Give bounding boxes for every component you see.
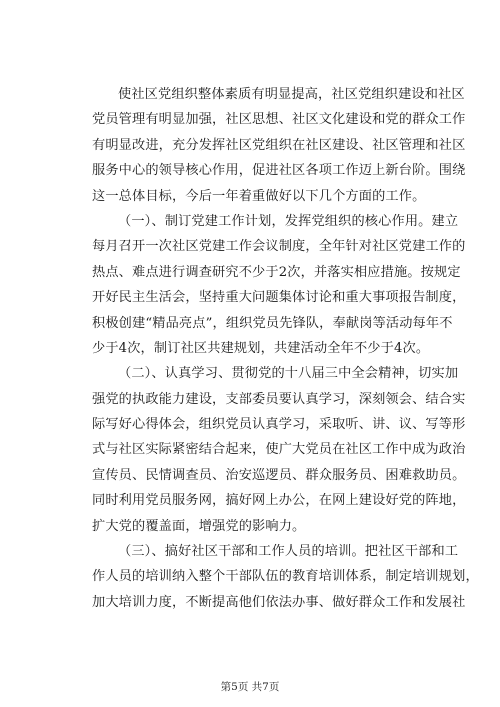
text-line: （三）、搞好社区干部和工作人员的培训。把社区干部和工 (118, 544, 459, 560)
text-line: （二）、认真学习、贯彻党的十八届三中全会精神，切实加 (118, 366, 459, 382)
text-line: 宣传员、民情调查员、治安巡逻员、群众服务员、困难救助员。 (92, 467, 466, 483)
text-line: 党员管理有明显加强，社区思想、社区文化建设和党的群众工作 (92, 112, 466, 128)
text-line: 式与社区实际紧密结合起来，使广大党员在社区工作中成为政治 (92, 442, 466, 458)
text-line: 作人员的培训纳入整个干部队伍的教育培训体系，制定培训规划， (92, 569, 479, 585)
text-line: 服务中心的领导核心作用，促进社区各项工作迈上新台阶。围绕 (92, 163, 466, 179)
text-line: 开好民主生活会，坚持重大问题集体讨论和重大事项报告制度， (92, 290, 466, 306)
text-line: 强党的执政能力建设，支部委员要认真学习，深刻领会、结合实 (92, 391, 466, 407)
text-line: 使社区党组织整体素质有明显提高，社区党组织建设和社区 (118, 87, 465, 102)
text-line: 每月召开一次社区党建工作会议制度，全年针对社区党建工作的 (92, 239, 466, 255)
text-line: 际写好心得体会，组织党员认真学习，采取听、讲、议、写等形 (92, 417, 466, 433)
text-line: 扩大党的覆盖面，增强党的影响力。 (92, 518, 306, 534)
text-line: 少于4次，制订社区共建规划，共建活动全年不少于4次。 (92, 340, 430, 356)
text-line: 加大培训力度，不断提高他们依法办事、做好群众工作和发展社 (92, 594, 466, 610)
text-line: 有明显改进，充分发挥社区党组织在社区建设、社区管理和社区 (92, 137, 466, 153)
text-line: 热点、难点进行调查研究不少于2次，并落实相应措施。按规定 (92, 264, 461, 280)
text-line: 积极创建“精品亮点”，组织党员先锋队，奉献岗等活动每年不 (92, 315, 453, 331)
text-line: 同时利用党员服务网，搞好网上办公，在网上建设好党的阵地， (92, 493, 466, 509)
document-body (92, 82, 479, 615)
text-line: （一）、制订党建工作计划，发挥党组织的核心作用。建立 (118, 213, 459, 229)
text-line: 这一总体目标，今后一年着重做好以下几个方面的工作。 (92, 188, 426, 204)
page-number: 第5页 共7页 (220, 681, 280, 693)
